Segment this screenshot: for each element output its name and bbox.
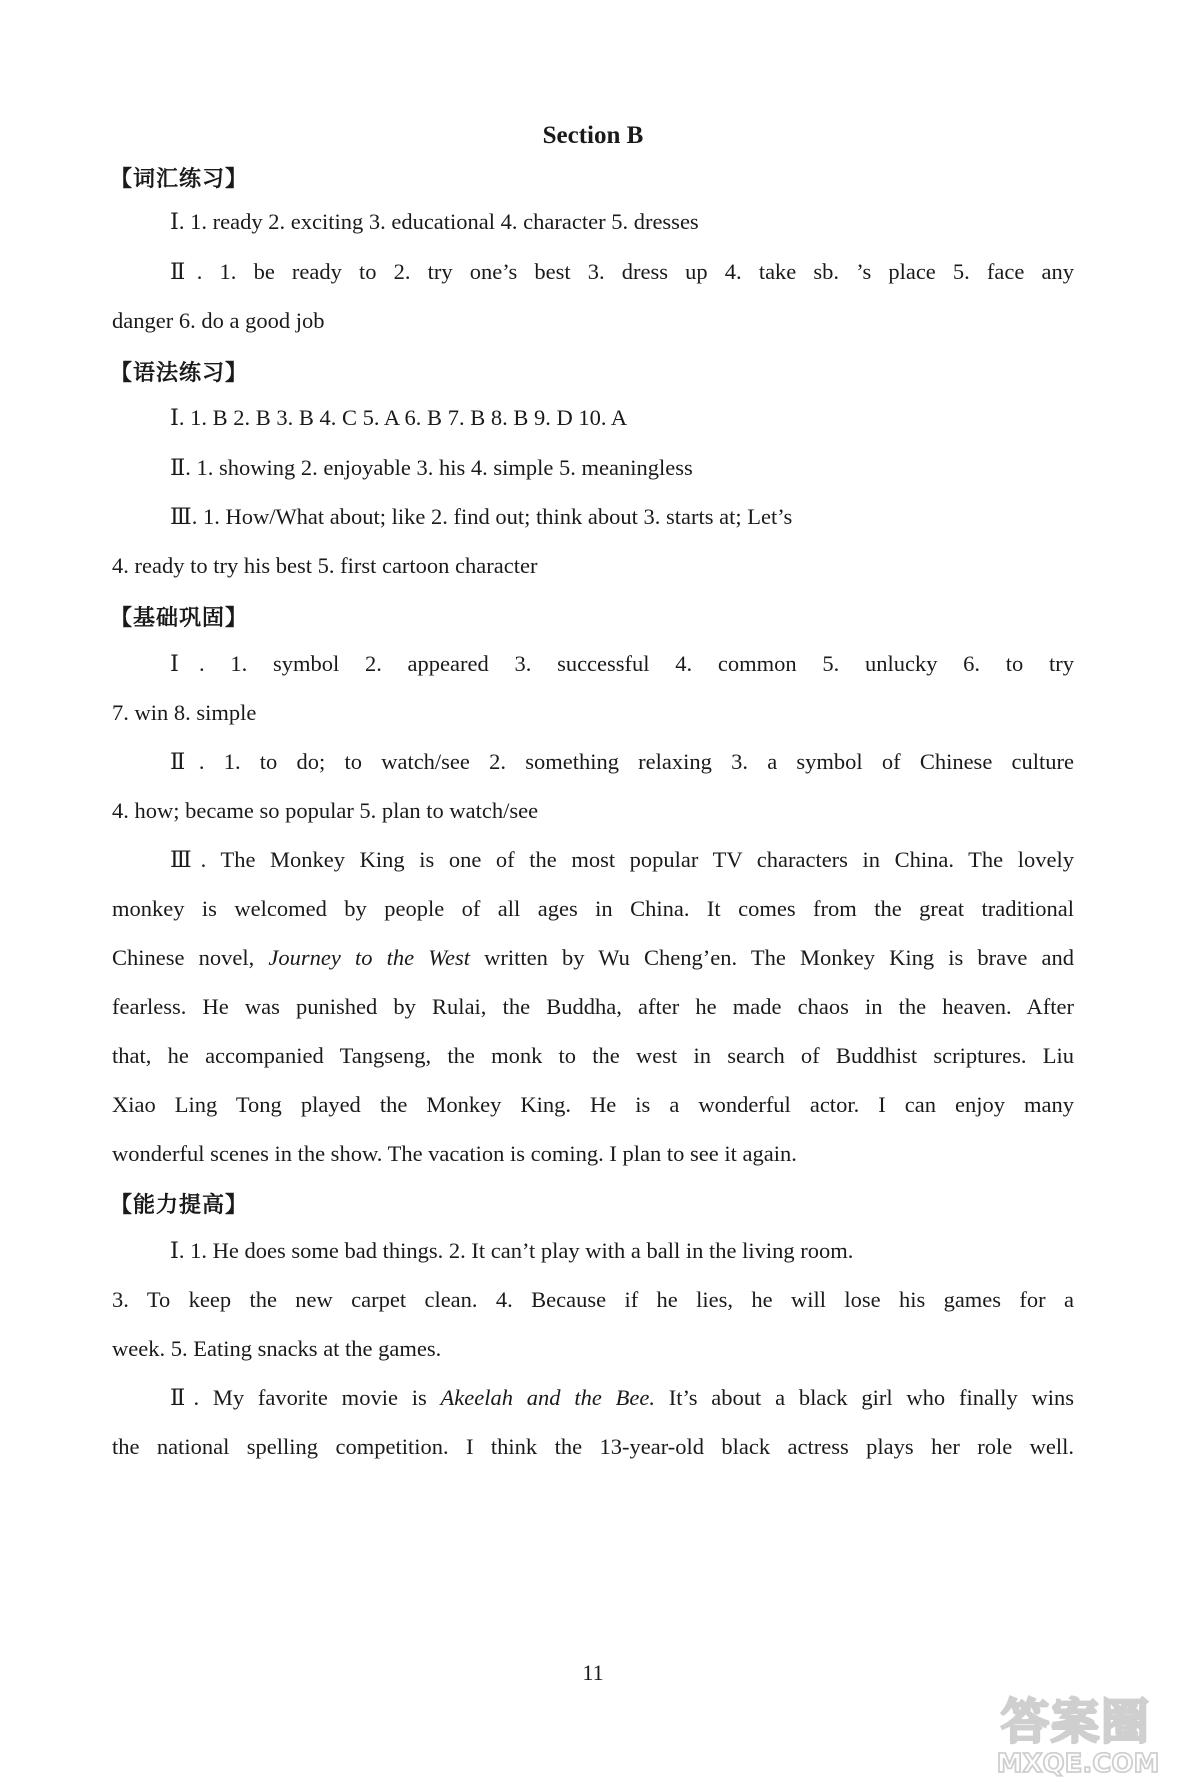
watermark-logo (984, 1680, 1172, 1780)
essay-line-5: that, he accompanied Tangseng, the monk to the west in search of Buddhist scriptures. Liu (112, 1043, 1074, 1068)
basic-part-1-line-2: 7. win 8. simple (112, 700, 257, 725)
essay-line-3 (112, 944, 1074, 971)
essay-line-3-pre: Chinese novel, (112, 945, 269, 970)
ability-part-1-line-2: 3. To keep the new carpet clean. 4. Because if he lies, he will lose his games for a (112, 1287, 1074, 1312)
novel-title: Journey to the West (268, 945, 470, 970)
grammar-part-1: Ⅰ. 1. B 2. B 3. B 4. C 5. A 6. B 7. B 8. B 9. D 10. A (170, 405, 628, 430)
vocab-part-1: Ⅰ. 1. ready 2. exciting 3. educational 4. character 5. dresses (170, 209, 699, 234)
ability-part-1-line-1: Ⅰ. 1. He does some bad things. 2. It can’t play with a ball in the living room. (170, 1238, 854, 1263)
ability-part-2-post: It’s about a black girl who finally wins (654, 1385, 1074, 1410)
essay-line-6: Xiao Ling Tong played the Monkey King. He is a wonderful actor. I can enjoy many (112, 1092, 1074, 1117)
heading-vocabulary: 【词汇练习】 (110, 167, 249, 192)
ability-part-2-line-1 (170, 1384, 1074, 1411)
page-number: 11 (582, 1660, 604, 1685)
section-title: Section B (542, 122, 644, 149)
movie-title: Akeelah and the Bee. (440, 1385, 655, 1410)
ability-part-2-pre: Ⅱ. My favorite movie is (170, 1385, 441, 1410)
essay-line-3-post: written by Wu Cheng’en. The Monkey King is brave and (469, 945, 1074, 970)
heading-basic-consolidation: 【基础巩固】 (110, 606, 249, 631)
essay-line-1: Ⅲ. The Monkey King is one of the most popular TV characters in China. The lovely (170, 847, 1074, 872)
heading-grammar: 【语法练习】 (110, 361, 249, 386)
basic-part-2-line-1: Ⅱ. 1. to do; to watch/see 2. something relaxing 3. a symbol of Chinese culture (170, 749, 1074, 774)
essay-line-4: fearless. He was punished by Rulai, the Buddha, after he made chaos in the heaven. After (112, 994, 1074, 1019)
essay-line-7: wonderful scenes in the show. The vacation is coming. I plan to see it again. (112, 1141, 797, 1166)
heading-ability-improvement: 【能力提高】 (110, 1193, 249, 1218)
basic-part-1-line-1: Ⅰ. 1. symbol 2. appeared 3. successful 4. common 5. unlucky 6. to try (170, 651, 1074, 676)
essay-line-2: monkey is welcomed by people of all ages in China. It comes from the great traditional (112, 896, 1074, 921)
basic-part-2-line-2: 4. how; became so popular 5. plan to watch/see (112, 798, 539, 823)
vocab-part-2-line-1: Ⅱ. 1. be ready to 2. try one’s best 3. dress up 4. take sb. ’s place 5. face any (170, 259, 1074, 284)
grammar-part-3-line-2: 4. ready to try his best 5. first cartoon character (112, 553, 538, 578)
ability-part-2-line-2: the national spelling competition. I think the 13-year-old black actress plays her role well. (112, 1434, 1074, 1459)
grammar-part-2: Ⅱ. 1. showing 2. enjoyable 3. his 4. simple 5. meaningless (170, 455, 693, 480)
ability-part-1-line-3: week. 5. Eating snacks at the games. (112, 1336, 442, 1361)
grammar-part-3-line-1: Ⅲ. 1. How/What about; like 2. find out; think about 3. starts at; Let’s (170, 504, 793, 529)
svg-text:答案圈: 答案圈 (1000, 1694, 1152, 1750)
svg-text:MXQE.COM: MXQE.COM (996, 1749, 1160, 1779)
vocab-part-2-line-2: danger 6. do a good job (112, 308, 325, 333)
